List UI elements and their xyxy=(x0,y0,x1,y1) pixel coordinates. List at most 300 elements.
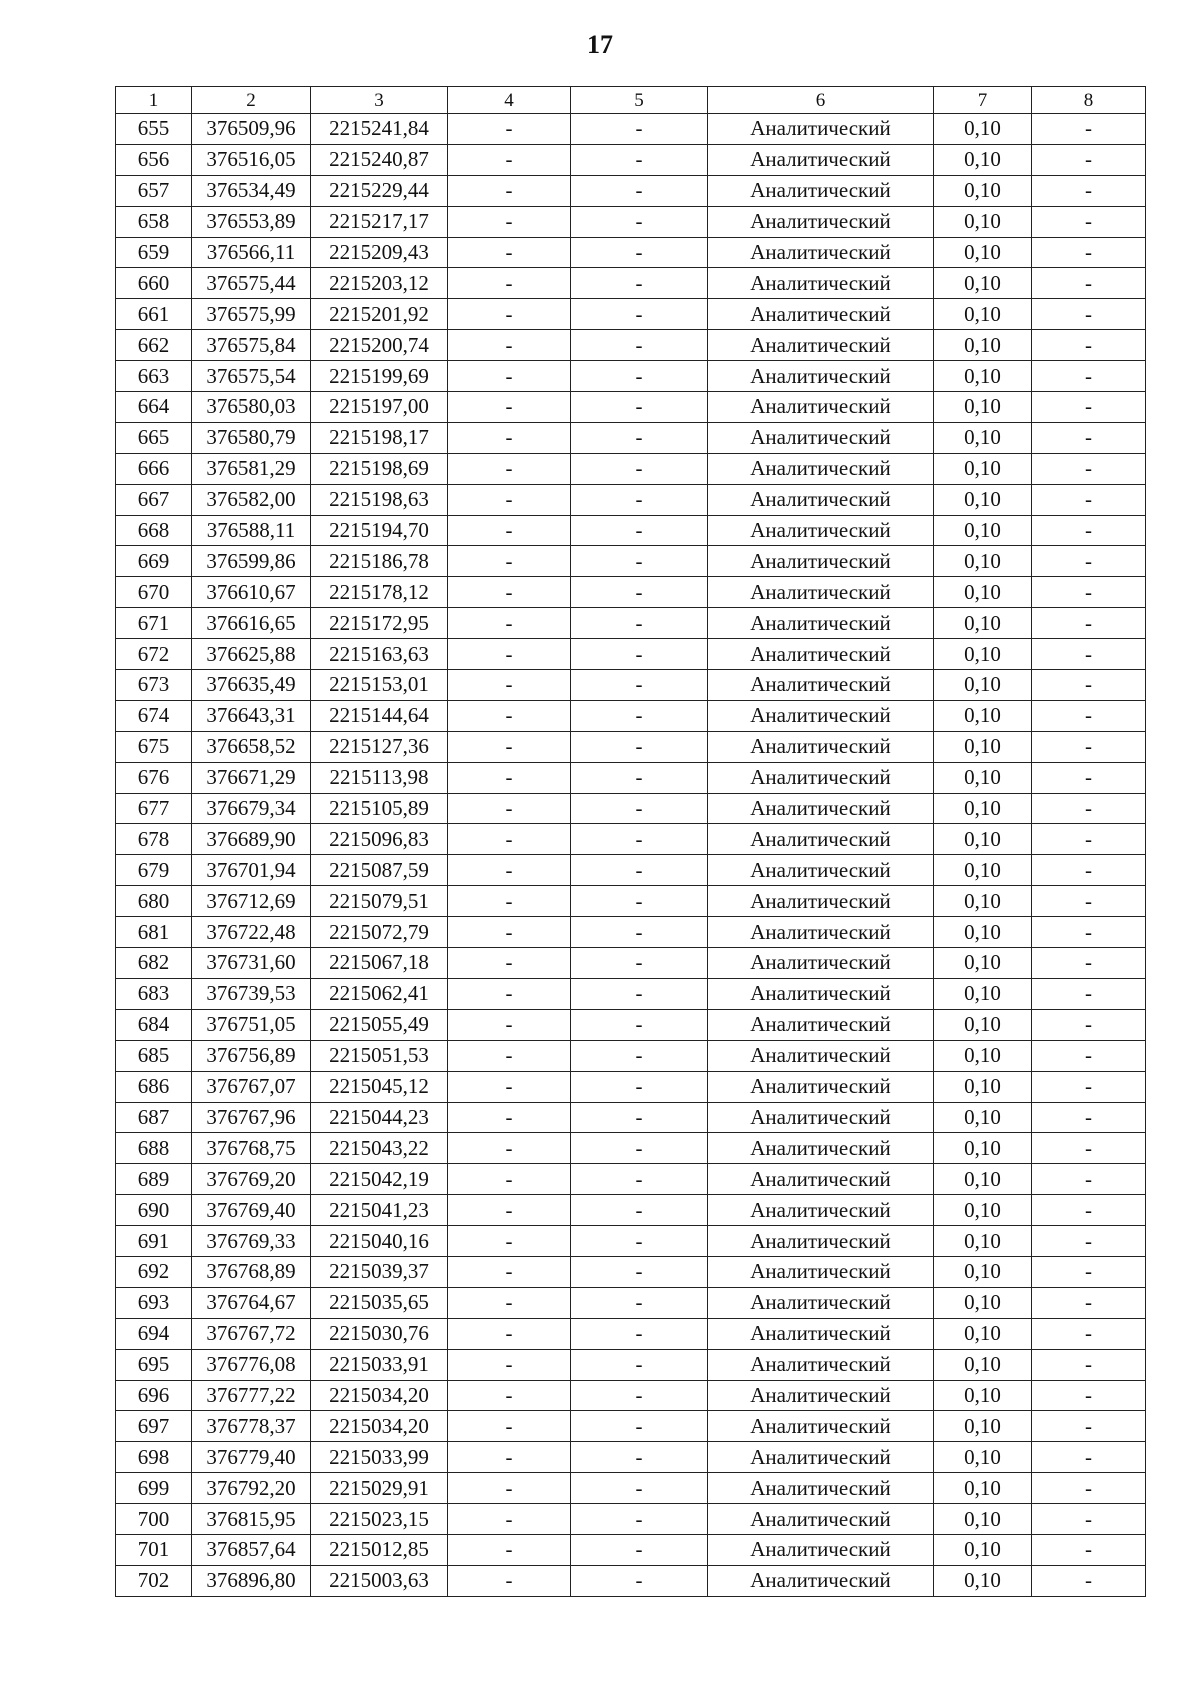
column-5-cell: - xyxy=(571,1473,708,1504)
accuracy-cell: 0,10 xyxy=(934,237,1032,268)
x-coordinate-cell: 376580,79 xyxy=(192,422,311,453)
x-coordinate-cell: 376769,20 xyxy=(192,1164,311,1195)
column-8-cell: - xyxy=(1032,453,1146,484)
column-8-cell: - xyxy=(1032,948,1146,979)
x-coordinate-cell: 376610,67 xyxy=(192,577,311,608)
column-4-cell: - xyxy=(448,422,571,453)
column-5-cell: - xyxy=(571,1195,708,1226)
method-cell: Аналитический xyxy=(708,515,934,546)
method-cell: Аналитический xyxy=(708,1380,934,1411)
column-4-cell: - xyxy=(448,793,571,824)
point-number-cell: 697 xyxy=(116,1411,192,1442)
accuracy-cell: 0,10 xyxy=(934,1287,1032,1318)
x-coordinate-cell: 376616,65 xyxy=(192,608,311,639)
table-row xyxy=(116,175,1146,206)
table-row xyxy=(116,1195,1146,1226)
y-coordinate-cell: 2215127,36 xyxy=(311,731,448,762)
accuracy-cell: 0,10 xyxy=(934,1040,1032,1071)
point-number-cell: 683 xyxy=(116,978,192,1009)
column-8-cell: - xyxy=(1032,1411,1146,1442)
y-coordinate-cell: 2215012,85 xyxy=(311,1534,448,1565)
column-8-cell: - xyxy=(1032,1195,1146,1226)
table-row xyxy=(116,1009,1146,1040)
column-8-cell: - xyxy=(1032,422,1146,453)
column-4-cell: - xyxy=(448,1442,571,1473)
column-5-cell: - xyxy=(571,268,708,299)
x-coordinate-cell: 376767,72 xyxy=(192,1318,311,1349)
accuracy-cell: 0,10 xyxy=(934,1565,1032,1596)
column-4-cell: - xyxy=(448,1349,571,1380)
column-4-cell: - xyxy=(448,206,571,237)
method-cell: Аналитический xyxy=(708,484,934,515)
point-number-cell: 698 xyxy=(116,1442,192,1473)
accuracy-cell: 0,10 xyxy=(934,1380,1032,1411)
column-8-cell: - xyxy=(1032,577,1146,608)
x-coordinate-cell: 376580,03 xyxy=(192,392,311,423)
y-coordinate-cell: 2215178,12 xyxy=(311,577,448,608)
y-coordinate-cell: 2215229,44 xyxy=(311,175,448,206)
column-5-cell: - xyxy=(571,1442,708,1473)
accuracy-cell: 0,10 xyxy=(934,515,1032,546)
column-4-cell: - xyxy=(448,1133,571,1164)
accuracy-cell: 0,10 xyxy=(934,114,1032,145)
table-row xyxy=(116,206,1146,237)
y-coordinate-cell: 2215240,87 xyxy=(311,144,448,175)
column-5-cell: - xyxy=(571,700,708,731)
column-8-cell: - xyxy=(1032,1133,1146,1164)
column-4-cell: - xyxy=(448,114,571,145)
y-coordinate-cell: 2215055,49 xyxy=(311,1009,448,1040)
column-8-cell: - xyxy=(1032,1504,1146,1535)
point-number-cell: 671 xyxy=(116,608,192,639)
column-8-cell: - xyxy=(1032,1287,1146,1318)
point-number-cell: 699 xyxy=(116,1473,192,1504)
table-row xyxy=(116,546,1146,577)
column-8-cell: - xyxy=(1032,978,1146,1009)
column-5-cell: - xyxy=(571,114,708,145)
point-number-cell: 695 xyxy=(116,1349,192,1380)
table-row xyxy=(116,1071,1146,1102)
x-coordinate-cell: 376516,05 xyxy=(192,144,311,175)
y-coordinate-cell: 2215186,78 xyxy=(311,546,448,577)
point-number-cell: 675 xyxy=(116,731,192,762)
column-header-3: 3 xyxy=(311,87,448,114)
y-coordinate-cell: 2215033,99 xyxy=(311,1442,448,1473)
y-coordinate-cell: 2215062,41 xyxy=(311,978,448,1009)
column-5-cell: - xyxy=(571,1009,708,1040)
x-coordinate-cell: 376768,89 xyxy=(192,1256,311,1287)
accuracy-cell: 0,10 xyxy=(934,1226,1032,1257)
table-row xyxy=(116,299,1146,330)
column-4-cell: - xyxy=(448,453,571,484)
table-row xyxy=(116,1504,1146,1535)
x-coordinate-cell: 376625,88 xyxy=(192,639,311,670)
method-cell: Аналитический xyxy=(708,1565,934,1596)
column-8-cell: - xyxy=(1032,268,1146,299)
column-5-cell: - xyxy=(571,1133,708,1164)
column-5-cell: - xyxy=(571,731,708,762)
column-8-cell: - xyxy=(1032,175,1146,206)
y-coordinate-cell: 2215194,70 xyxy=(311,515,448,546)
accuracy-cell: 0,10 xyxy=(934,855,1032,886)
x-coordinate-cell: 376857,64 xyxy=(192,1534,311,1565)
table-row xyxy=(116,1040,1146,1071)
method-cell: Аналитический xyxy=(708,206,934,237)
column-5-cell: - xyxy=(571,144,708,175)
point-number-cell: 663 xyxy=(116,361,192,392)
table-row xyxy=(116,484,1146,515)
column-8-cell: - xyxy=(1032,1534,1146,1565)
column-4-cell: - xyxy=(448,1287,571,1318)
column-4-cell: - xyxy=(448,1164,571,1195)
column-4-cell: - xyxy=(448,978,571,1009)
point-number-cell: 690 xyxy=(116,1195,192,1226)
column-4-cell: - xyxy=(448,824,571,855)
point-number-cell: 685 xyxy=(116,1040,192,1071)
method-cell: Аналитический xyxy=(708,793,934,824)
point-number-cell: 678 xyxy=(116,824,192,855)
column-4-cell: - xyxy=(448,1473,571,1504)
column-5-cell: - xyxy=(571,1040,708,1071)
x-coordinate-cell: 376767,96 xyxy=(192,1102,311,1133)
accuracy-cell: 0,10 xyxy=(934,917,1032,948)
x-coordinate-cell: 376756,89 xyxy=(192,1040,311,1071)
column-4-cell: - xyxy=(448,670,571,701)
accuracy-cell: 0,10 xyxy=(934,361,1032,392)
accuracy-cell: 0,10 xyxy=(934,330,1032,361)
column-8-cell: - xyxy=(1032,546,1146,577)
x-coordinate-cell: 376768,75 xyxy=(192,1133,311,1164)
point-number-cell: 696 xyxy=(116,1380,192,1411)
point-number-cell: 669 xyxy=(116,546,192,577)
column-4-cell: - xyxy=(448,1504,571,1535)
x-coordinate-cell: 376779,40 xyxy=(192,1442,311,1473)
method-cell: Аналитический xyxy=(708,268,934,299)
column-5-cell: - xyxy=(571,484,708,515)
column-5-cell: - xyxy=(571,237,708,268)
table-row xyxy=(116,114,1146,145)
y-coordinate-cell: 2215072,79 xyxy=(311,917,448,948)
y-coordinate-cell: 2215040,16 xyxy=(311,1226,448,1257)
x-coordinate-cell: 376575,54 xyxy=(192,361,311,392)
method-cell: Аналитический xyxy=(708,175,934,206)
column-4-cell: - xyxy=(448,608,571,639)
accuracy-cell: 0,10 xyxy=(934,1473,1032,1504)
method-cell: Аналитический xyxy=(708,948,934,979)
y-coordinate-cell: 2215029,91 xyxy=(311,1473,448,1504)
x-coordinate-cell: 376599,86 xyxy=(192,546,311,577)
method-cell: Аналитический xyxy=(708,762,934,793)
method-cell: Аналитический xyxy=(708,237,934,268)
point-number-cell: 679 xyxy=(116,855,192,886)
point-number-cell: 660 xyxy=(116,268,192,299)
method-cell: Аналитический xyxy=(708,824,934,855)
accuracy-cell: 0,10 xyxy=(934,299,1032,330)
accuracy-cell: 0,10 xyxy=(934,1164,1032,1195)
point-number-cell: 665 xyxy=(116,422,192,453)
x-coordinate-cell: 376534,49 xyxy=(192,175,311,206)
table-row xyxy=(116,577,1146,608)
accuracy-cell: 0,10 xyxy=(934,175,1032,206)
method-cell: Аналитический xyxy=(708,577,934,608)
column-8-cell: - xyxy=(1032,1164,1146,1195)
table-row xyxy=(116,1164,1146,1195)
table-row xyxy=(116,793,1146,824)
method-cell: Аналитический xyxy=(708,731,934,762)
method-cell: Аналитический xyxy=(708,886,934,917)
column-4-cell: - xyxy=(448,731,571,762)
method-cell: Аналитический xyxy=(708,1009,934,1040)
accuracy-cell: 0,10 xyxy=(934,1133,1032,1164)
column-4-cell: - xyxy=(448,484,571,515)
column-8-cell: - xyxy=(1032,1009,1146,1040)
point-number-cell: 664 xyxy=(116,392,192,423)
point-number-cell: 677 xyxy=(116,793,192,824)
x-coordinate-cell: 376643,31 xyxy=(192,700,311,731)
point-number-cell: 670 xyxy=(116,577,192,608)
column-5-cell: - xyxy=(571,422,708,453)
column-4-cell: - xyxy=(448,144,571,175)
method-cell: Аналитический xyxy=(708,453,934,484)
column-5-cell: - xyxy=(571,546,708,577)
point-number-cell: 700 xyxy=(116,1504,192,1535)
x-coordinate-cell: 376739,53 xyxy=(192,978,311,1009)
x-coordinate-cell: 376575,99 xyxy=(192,299,311,330)
y-coordinate-cell: 2215197,00 xyxy=(311,392,448,423)
column-header-7: 7 xyxy=(934,87,1032,114)
x-coordinate-cell: 376671,29 xyxy=(192,762,311,793)
accuracy-cell: 0,10 xyxy=(934,824,1032,855)
column-8-cell: - xyxy=(1032,330,1146,361)
point-number-cell: 691 xyxy=(116,1226,192,1257)
accuracy-cell: 0,10 xyxy=(934,546,1032,577)
method-cell: Аналитический xyxy=(708,639,934,670)
x-coordinate-cell: 376582,00 xyxy=(192,484,311,515)
table-row xyxy=(116,762,1146,793)
table-row xyxy=(116,1411,1146,1442)
column-header-5: 5 xyxy=(571,87,708,114)
column-5-cell: - xyxy=(571,886,708,917)
x-coordinate-cell: 376588,11 xyxy=(192,515,311,546)
method-cell: Аналитический xyxy=(708,1534,934,1565)
method-cell: Аналитический xyxy=(708,361,934,392)
x-coordinate-cell: 376679,34 xyxy=(192,793,311,824)
column-5-cell: - xyxy=(571,1565,708,1596)
column-8-cell: - xyxy=(1032,361,1146,392)
accuracy-cell: 0,10 xyxy=(934,453,1032,484)
column-8-cell: - xyxy=(1032,793,1146,824)
accuracy-cell: 0,10 xyxy=(934,268,1032,299)
accuracy-cell: 0,10 xyxy=(934,484,1032,515)
column-8-cell: - xyxy=(1032,639,1146,670)
column-4-cell: - xyxy=(448,1565,571,1596)
accuracy-cell: 0,10 xyxy=(934,1256,1032,1287)
column-5-cell: - xyxy=(571,299,708,330)
column-8-cell: - xyxy=(1032,1102,1146,1133)
column-5-cell: - xyxy=(571,917,708,948)
column-8-cell: - xyxy=(1032,237,1146,268)
column-5-cell: - xyxy=(571,978,708,1009)
y-coordinate-cell: 2215041,23 xyxy=(311,1195,448,1226)
accuracy-cell: 0,10 xyxy=(934,1349,1032,1380)
table-row xyxy=(116,1102,1146,1133)
point-number-cell: 701 xyxy=(116,1534,192,1565)
coordinates-table xyxy=(115,86,1146,1597)
column-4-cell: - xyxy=(448,577,571,608)
accuracy-cell: 0,10 xyxy=(934,422,1032,453)
method-cell: Аналитический xyxy=(708,1226,934,1257)
x-coordinate-cell: 376689,90 xyxy=(192,824,311,855)
method-cell: Аналитический xyxy=(708,1442,934,1473)
method-cell: Аналитический xyxy=(708,299,934,330)
accuracy-cell: 0,10 xyxy=(934,886,1032,917)
column-5-cell: - xyxy=(571,639,708,670)
method-cell: Аналитический xyxy=(708,1473,934,1504)
x-coordinate-cell: 376896,80 xyxy=(192,1565,311,1596)
x-coordinate-cell: 376581,29 xyxy=(192,453,311,484)
column-4-cell: - xyxy=(448,1195,571,1226)
point-number-cell: 680 xyxy=(116,886,192,917)
y-coordinate-cell: 2215035,65 xyxy=(311,1287,448,1318)
accuracy-cell: 0,10 xyxy=(934,670,1032,701)
table-row xyxy=(116,731,1146,762)
point-number-cell: 693 xyxy=(116,1287,192,1318)
method-cell: Аналитический xyxy=(708,392,934,423)
y-coordinate-cell: 2215044,23 xyxy=(311,1102,448,1133)
method-cell: Аналитический xyxy=(708,855,934,886)
column-4-cell: - xyxy=(448,700,571,731)
table-row xyxy=(116,392,1146,423)
y-coordinate-cell: 2215034,20 xyxy=(311,1411,448,1442)
table-row xyxy=(116,1226,1146,1257)
y-coordinate-cell: 2215030,76 xyxy=(311,1318,448,1349)
point-number-cell: 657 xyxy=(116,175,192,206)
column-8-cell: - xyxy=(1032,1071,1146,1102)
y-coordinate-cell: 2215153,01 xyxy=(311,670,448,701)
column-4-cell: - xyxy=(448,948,571,979)
accuracy-cell: 0,10 xyxy=(934,1318,1032,1349)
accuracy-cell: 0,10 xyxy=(934,1071,1032,1102)
column-5-cell: - xyxy=(571,206,708,237)
column-4-cell: - xyxy=(448,268,571,299)
x-coordinate-cell: 376777,22 xyxy=(192,1380,311,1411)
table-row xyxy=(116,670,1146,701)
column-header-4: 4 xyxy=(448,87,571,114)
table-row xyxy=(116,1133,1146,1164)
table-row xyxy=(116,1473,1146,1504)
column-5-cell: - xyxy=(571,577,708,608)
column-8-cell: - xyxy=(1032,731,1146,762)
column-5-cell: - xyxy=(571,330,708,361)
accuracy-cell: 0,10 xyxy=(934,1102,1032,1133)
x-coordinate-cell: 376575,44 xyxy=(192,268,311,299)
accuracy-cell: 0,10 xyxy=(934,1411,1032,1442)
column-8-cell: - xyxy=(1032,1256,1146,1287)
accuracy-cell: 0,10 xyxy=(934,608,1032,639)
table-row xyxy=(116,824,1146,855)
y-coordinate-cell: 2215034,20 xyxy=(311,1380,448,1411)
accuracy-cell: 0,10 xyxy=(934,206,1032,237)
table-row xyxy=(116,1380,1146,1411)
point-number-cell: 658 xyxy=(116,206,192,237)
column-8-cell: - xyxy=(1032,1380,1146,1411)
column-4-cell: - xyxy=(448,1534,571,1565)
x-coordinate-cell: 376575,84 xyxy=(192,330,311,361)
x-coordinate-cell: 376509,96 xyxy=(192,114,311,145)
method-cell: Аналитический xyxy=(708,330,934,361)
y-coordinate-cell: 2215039,37 xyxy=(311,1256,448,1287)
column-header-8: 8 xyxy=(1032,87,1146,114)
column-8-cell: - xyxy=(1032,1349,1146,1380)
column-5-cell: - xyxy=(571,1287,708,1318)
y-coordinate-cell: 2215087,59 xyxy=(311,855,448,886)
column-5-cell: - xyxy=(571,855,708,886)
column-8-cell: - xyxy=(1032,1565,1146,1596)
column-5-cell: - xyxy=(571,762,708,793)
method-cell: Аналитический xyxy=(708,114,934,145)
column-5-cell: - xyxy=(571,793,708,824)
column-5-cell: - xyxy=(571,1256,708,1287)
y-coordinate-cell: 2215043,22 xyxy=(311,1133,448,1164)
table-row xyxy=(116,1565,1146,1596)
column-5-cell: - xyxy=(571,1071,708,1102)
point-number-cell: 674 xyxy=(116,700,192,731)
column-5-cell: - xyxy=(571,1164,708,1195)
y-coordinate-cell: 2215023,15 xyxy=(311,1504,448,1535)
table-row xyxy=(116,639,1146,670)
point-number-cell: 686 xyxy=(116,1071,192,1102)
column-4-cell: - xyxy=(448,299,571,330)
x-coordinate-cell: 376792,20 xyxy=(192,1473,311,1504)
y-coordinate-cell: 2215172,95 xyxy=(311,608,448,639)
method-cell: Аналитический xyxy=(708,546,934,577)
x-coordinate-cell: 376658,52 xyxy=(192,731,311,762)
method-cell: Аналитический xyxy=(708,978,934,1009)
method-cell: Аналитический xyxy=(708,1040,934,1071)
table-row xyxy=(116,886,1146,917)
table-row xyxy=(116,608,1146,639)
accuracy-cell: 0,10 xyxy=(934,144,1032,175)
column-8-cell: - xyxy=(1032,608,1146,639)
accuracy-cell: 0,10 xyxy=(934,1534,1032,1565)
point-number-cell: 659 xyxy=(116,237,192,268)
x-coordinate-cell: 376767,07 xyxy=(192,1071,311,1102)
column-8-cell: - xyxy=(1032,114,1146,145)
column-8-cell: - xyxy=(1032,855,1146,886)
column-header-6: 6 xyxy=(708,87,934,114)
point-number-cell: 673 xyxy=(116,670,192,701)
column-8-cell: - xyxy=(1032,144,1146,175)
table-row xyxy=(116,1442,1146,1473)
column-4-cell: - xyxy=(448,392,571,423)
method-cell: Аналитический xyxy=(708,1504,934,1535)
column-8-cell: - xyxy=(1032,392,1146,423)
table-row xyxy=(116,855,1146,886)
method-cell: Аналитический xyxy=(708,1318,934,1349)
accuracy-cell: 0,10 xyxy=(934,762,1032,793)
table-row xyxy=(116,978,1146,1009)
x-coordinate-cell: 376769,40 xyxy=(192,1195,311,1226)
column-8-cell: - xyxy=(1032,670,1146,701)
method-cell: Аналитический xyxy=(708,1102,934,1133)
x-coordinate-cell: 376776,08 xyxy=(192,1349,311,1380)
x-coordinate-cell: 376566,11 xyxy=(192,237,311,268)
column-8-cell: - xyxy=(1032,917,1146,948)
x-coordinate-cell: 376769,33 xyxy=(192,1226,311,1257)
y-coordinate-cell: 2215033,91 xyxy=(311,1349,448,1380)
column-5-cell: - xyxy=(571,824,708,855)
accuracy-cell: 0,10 xyxy=(934,577,1032,608)
